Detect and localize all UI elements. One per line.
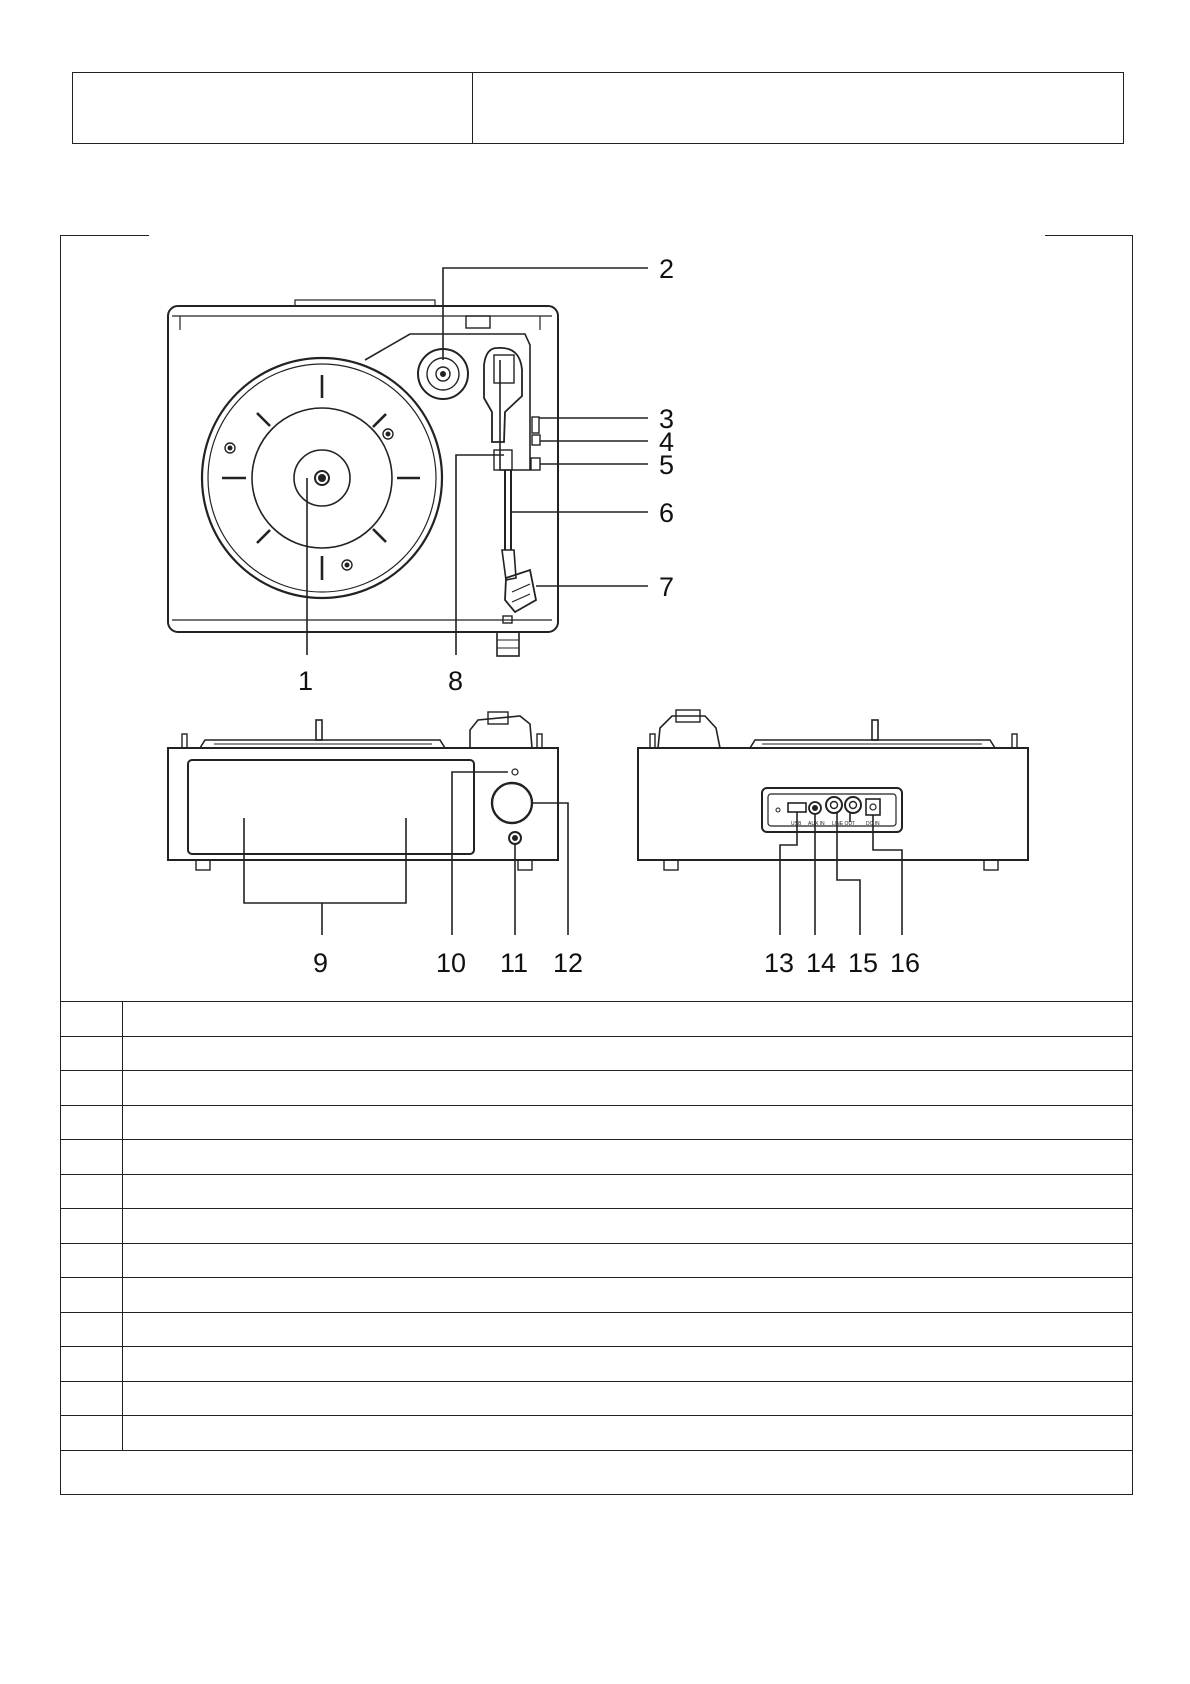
callout-13: 13 [764, 948, 795, 978]
part-number-cell [61, 1140, 123, 1175]
part-description-cell [123, 1347, 1133, 1382]
callout-6: 6 [659, 498, 675, 528]
part-number-cell [61, 1036, 123, 1071]
part-description-cell [123, 1312, 1133, 1347]
part-description-cell [123, 1209, 1133, 1244]
part-description-cell [123, 1071, 1133, 1106]
part-number-cell [61, 1209, 123, 1244]
part-number-cell [61, 1071, 123, 1106]
part-description-cell [123, 1036, 1133, 1071]
callout-12: 12 [553, 948, 584, 978]
callout-7: 7 [659, 572, 675, 602]
usb-port-label: USB [791, 821, 802, 827]
callout-9: 9 [313, 948, 329, 978]
part-number-cell [61, 1002, 123, 1037]
table-row [61, 1312, 1133, 1347]
part-number-cell [61, 1381, 123, 1416]
table-row [61, 1209, 1133, 1244]
parts-table [60, 1001, 1133, 1451]
part-number-cell [61, 1347, 123, 1382]
part-description-cell [123, 1174, 1133, 1209]
callout-1: 1 [298, 666, 314, 696]
callout-15: 15 [848, 948, 879, 978]
part-number-cell [61, 1105, 123, 1140]
part-number-cell [61, 1312, 123, 1347]
part-number-cell [61, 1243, 123, 1278]
callout-8: 8 [448, 666, 464, 696]
dc-in-label: DC IN [866, 821, 880, 827]
callout-5: 5 [659, 450, 675, 480]
table-row [61, 1347, 1133, 1382]
callout-2: 2 [659, 254, 675, 284]
table-row [61, 1002, 1133, 1037]
callout-14: 14 [806, 948, 837, 978]
table-row [61, 1243, 1133, 1278]
part-description-cell [123, 1105, 1133, 1140]
callout-3: 3 [659, 404, 675, 434]
part-number-cell [61, 1174, 123, 1209]
part-description-cell [123, 1243, 1133, 1278]
table-row [61, 1174, 1133, 1209]
table-row [61, 1071, 1133, 1106]
table-row [61, 1105, 1133, 1140]
table-row [61, 1381, 1133, 1416]
callout-16: 16 [890, 948, 921, 978]
part-description-cell [123, 1416, 1133, 1451]
part-description-cell [123, 1140, 1133, 1175]
callout-11: 11 [500, 948, 529, 978]
part-description-cell [123, 1278, 1133, 1313]
part-description-cell [123, 1381, 1133, 1416]
table-row [61, 1416, 1133, 1451]
aux-in-label: AUX IN [808, 821, 825, 827]
line-out-label: LINE OUT [832, 821, 856, 827]
table-row [61, 1278, 1133, 1313]
callout-4: 4 [659, 427, 675, 457]
callout-10: 10 [436, 948, 467, 978]
leader-lines [244, 268, 902, 935]
rear-view [638, 710, 1028, 870]
table-row [61, 1140, 1133, 1175]
top-view [168, 300, 558, 656]
table-row [61, 1036, 1133, 1071]
part-number-cell [61, 1278, 123, 1313]
part-description-cell [123, 1002, 1133, 1037]
part-number-cell [61, 1416, 123, 1451]
front-view [168, 712, 558, 870]
